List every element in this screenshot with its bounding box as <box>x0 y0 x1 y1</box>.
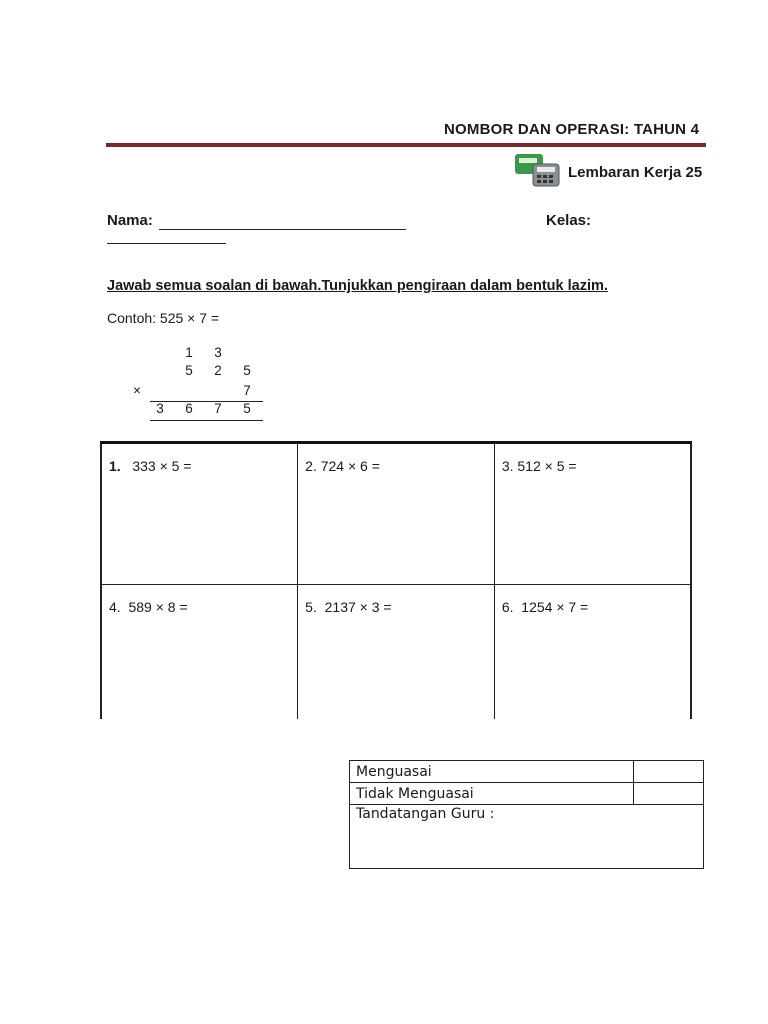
teacher-signature-label: Tandatangan Guru : <box>356 806 495 822</box>
teacher-signature-field[interactable] <box>350 805 704 869</box>
worksheet-topic-title: NOMBOR DAN OPERASI: TAHUN 4 <box>444 121 700 138</box>
name-label: Nama: <box>107 212 153 229</box>
question-number: 3. <box>501 458 514 474</box>
question-expression: 589 × 8 = <box>128 598 188 615</box>
question-number: 2. <box>305 458 317 474</box>
mastered-label: Menguasai <box>350 761 634 783</box>
question-number: 4. <box>109 598 121 615</box>
question-cell[interactable] <box>494 584 691 719</box>
header-divider <box>106 143 706 147</box>
example-carry-digit: 3 <box>214 345 222 360</box>
question-expression: 333 × 5 = <box>132 458 192 474</box>
mastery-table <box>349 760 704 869</box>
question-cell[interactable] <box>298 584 495 719</box>
example-multiplicand-digit: 2 <box>214 363 222 378</box>
example-multiplier-digit: 7 <box>243 383 251 398</box>
question-grid <box>100 441 692 719</box>
question-cell[interactable] <box>101 584 298 719</box>
question-cell[interactable] <box>494 443 691 585</box>
example-multiplicand-digit: 5 <box>185 363 193 378</box>
example-label: Contoh: 525 × 7 = <box>107 310 220 326</box>
class-label: Kelas: <box>546 212 592 229</box>
example-result-digit: 5 <box>243 401 251 416</box>
mastered-checkbox[interactable] <box>634 761 704 783</box>
example-result-digit: 7 <box>214 401 222 416</box>
question-number: 1. <box>109 458 121 474</box>
example-result-underline <box>150 420 263 421</box>
worksheet-number-label: Lembaran Kerja 25 <box>568 164 703 181</box>
not-mastered-label: Tidak Menguasai <box>350 783 634 805</box>
question-number: 5. <box>305 598 317 615</box>
question-cell[interactable] <box>101 443 298 585</box>
example-result-digit: 6 <box>185 401 193 416</box>
example-multiply-operator: × <box>133 383 141 398</box>
question-expression: 1254 × 7 = <box>521 598 589 615</box>
name-field[interactable] <box>159 229 406 230</box>
not-mastered-checkbox[interactable] <box>634 783 704 805</box>
question-expression: 724 × 6 = <box>320 458 380 474</box>
question-expression: 512 × 5 = <box>517 458 577 474</box>
example-multiplicand-digit: 5 <box>243 363 251 378</box>
question-number: 6. <box>501 598 514 615</box>
calculator-icon <box>513 152 563 188</box>
instruction-text: Jawab semua soalan di bawah.Tunjukkan pengiraan dalam bentuk lazim. <box>107 278 608 294</box>
class-field[interactable] <box>107 243 226 244</box>
example-carry-digit: 1 <box>185 345 193 360</box>
question-cell[interactable] <box>298 443 495 585</box>
question-expression: 2137 × 3 = <box>324 598 392 615</box>
example-result-digit: 3 <box>156 401 164 416</box>
